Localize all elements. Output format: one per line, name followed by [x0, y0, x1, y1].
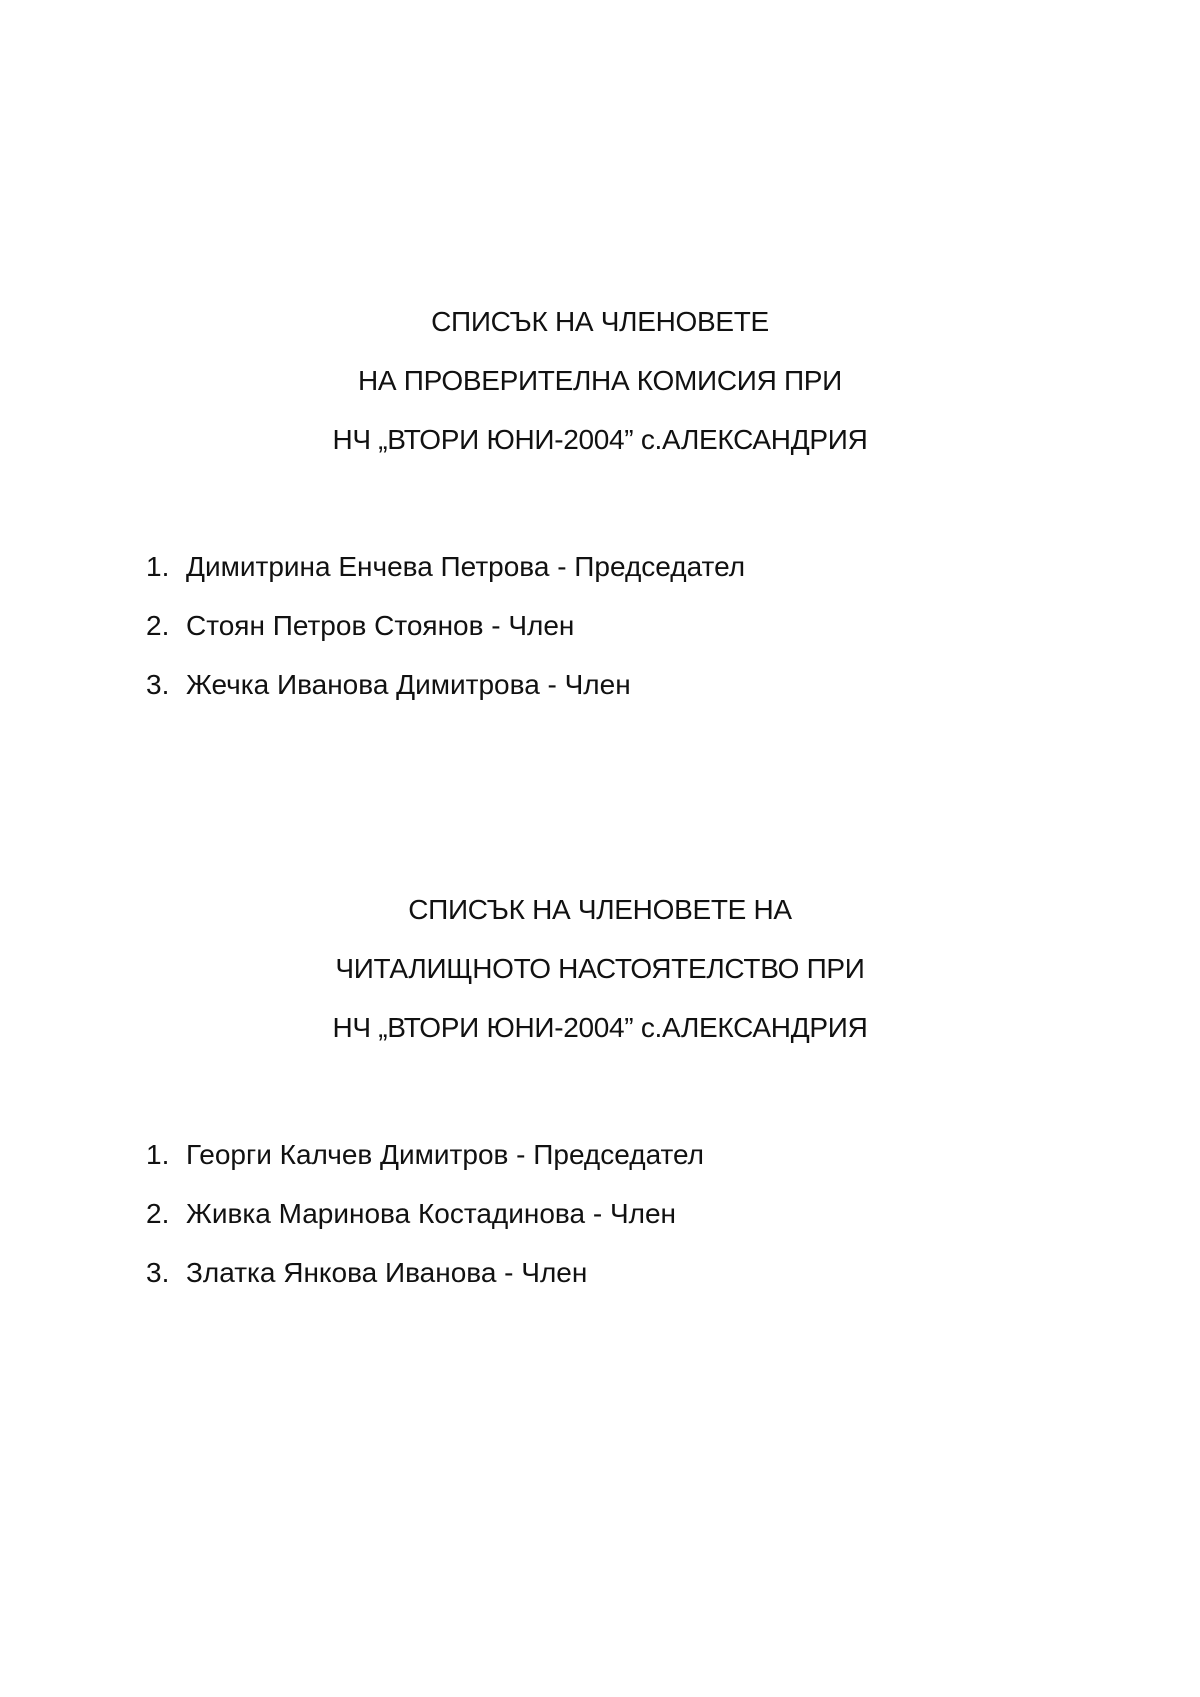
board-of-trustees-section — [0, 890, 1200, 1288]
list-item — [146, 665, 1046, 705]
section-heading — [0, 890, 1200, 1048]
member-name: Жечка Иванова Димитрова - Член — [186, 669, 631, 700]
list-number: 3. — [146, 1257, 170, 1288]
member-list — [146, 1135, 1046, 1312]
member-name: Димитрина Енчева Петрова - Председател — [186, 551, 746, 582]
member-name: Георги Калчев Димитров - Председател — [186, 1139, 705, 1170]
list-number: 2. — [146, 1198, 170, 1229]
list-item — [146, 1253, 1046, 1293]
member-name: Живка Маринова Костадинова - Член — [186, 1198, 676, 1229]
list-number: 3. — [146, 669, 170, 700]
list-item — [146, 547, 1046, 587]
list-item — [146, 606, 1046, 646]
heading-line: СПИСЪК НА ЧЛЕНОВЕТЕ НА — [408, 894, 792, 925]
heading-line: СПИСЪК НА ЧЛЕНОВЕТЕ — [431, 306, 769, 337]
heading-line: НА ПРОВЕРИТЕЛНА КОМИСИЯ ПРИ — [357, 365, 843, 396]
list-item — [146, 1135, 1046, 1175]
list-number: 1. — [146, 551, 170, 582]
section-heading — [0, 302, 1200, 460]
member-name: Златка Янкова Иванова - Член — [186, 1257, 588, 1288]
heading-line: ЧИТАЛИЩНОТО НАСТОЯТЕЛСТВО ПРИ — [335, 953, 865, 984]
member-name: Стоян Петров Стоянов - Член — [186, 610, 575, 641]
heading-line: НЧ „ВТОРИ ЮНИ-2004” с.АЛЕКСАНДРИЯ — [332, 1012, 868, 1043]
member-list — [146, 547, 1046, 724]
list-number: 2. — [146, 610, 170, 641]
list-item — [146, 1194, 1046, 1234]
audit-commission-section — [0, 302, 1200, 700]
heading-line: НЧ „ВТОРИ ЮНИ-2004” с.АЛЕКСАНДРИЯ — [332, 424, 868, 455]
list-number: 1. — [146, 1139, 170, 1170]
